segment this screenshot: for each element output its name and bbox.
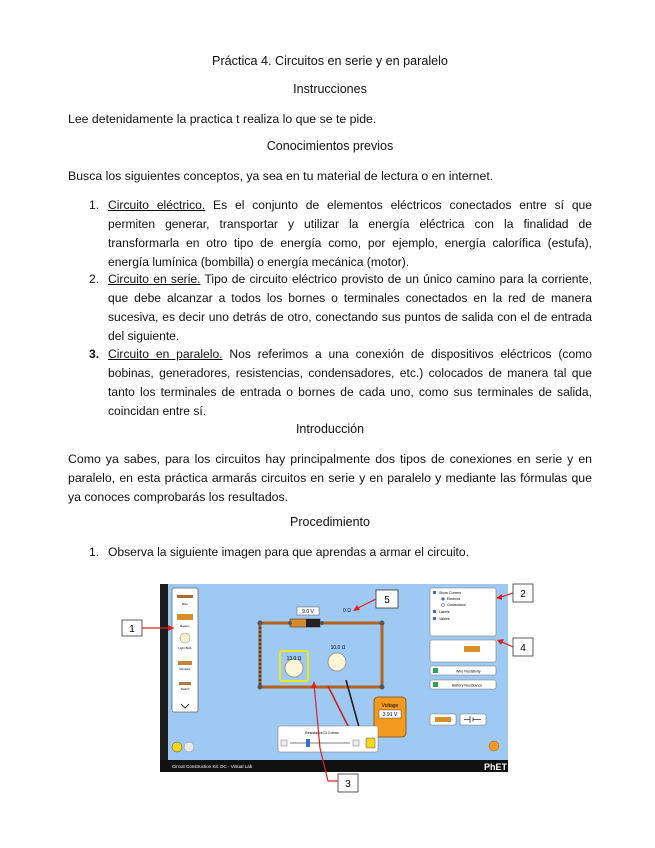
option-label: Electrons: [447, 597, 461, 601]
component-toolbox[interactable]: [172, 588, 198, 712]
voltmeter-reading: 3.91 V: [382, 712, 398, 718]
switch-icon[interactable]: [179, 682, 191, 685]
toolbox-label: Resistor: [179, 667, 191, 671]
junction-node[interactable]: [380, 621, 385, 626]
option-label: Show Current: [439, 591, 461, 595]
labels-checkbox[interactable]: [433, 610, 436, 613]
battery-type-icon[interactable]: [464, 646, 480, 652]
procedimiento-step: [89, 543, 592, 562]
toolbox-label: Light Bulb: [178, 646, 192, 650]
list-number: 3.: [89, 347, 100, 361]
expand-icon[interactable]: [433, 682, 438, 687]
toolbox-label: Switch: [180, 687, 190, 691]
wire-icon[interactable]: [177, 595, 193, 598]
wire-resistance-label: 0 Ω: [343, 608, 351, 614]
left-frame: [160, 584, 168, 772]
concept-item: [89, 345, 592, 421]
zoom-panel: [430, 640, 496, 662]
zoom-in-icon[interactable]: [172, 742, 182, 752]
slider-value: 13.0 ohms: [323, 731, 339, 735]
conocimientos-heading: Conocimientos previos: [266, 139, 394, 153]
values-checkbox[interactable]: [433, 617, 436, 620]
junction-node[interactable]: [258, 685, 263, 690]
light-bulb-component[interactable]: [328, 653, 346, 671]
concept-text: Tipo de circuito eléctrico provisto de un único camino para la corriente, que debe alcanzar a todos los bornes o terminales conectados en la red de manera sucesiva, es decir uno detrás de otro, conectando sus puntos de salida con el de entrada del siguiente.: [108, 272, 592, 343]
bulb-resistance-label: 13.0 Ω: [286, 656, 302, 662]
battery-view-icon: [435, 717, 451, 722]
conocimientos-text: Busca los siguientes conceptos, ya sea en tu material de lectura o en internet.: [68, 169, 494, 183]
option-label: Conventional: [447, 603, 466, 607]
concept-item: [89, 196, 593, 272]
reset-icon[interactable]: [489, 741, 499, 751]
show-current-checkbox[interactable]: [433, 591, 436, 594]
wire-resistivity-label: Wire Resistivity: [456, 669, 481, 674]
electrons-radio[interactable]: [441, 597, 444, 600]
increment-button[interactable]: [353, 740, 359, 746]
concept-text: Es el conjunto de elementos eléctricos conectados entre sí que permiten generar, transportar y utilizar la energía eléctrica con la finalidad de transformarla en otro tipo de energía como, por ejemplo, energía calorífica (estufa), energía lumínica (bombilla) o energía mecánica (motor).: [108, 198, 593, 269]
resistance-slider-panel: [278, 726, 378, 752]
junction-node[interactable]: [380, 685, 385, 690]
step-text: Observa la siguiente imagen para que aprendas a armar el circuito.: [108, 545, 469, 559]
junction-node[interactable]: [320, 621, 324, 625]
phet-logo: PhET: [484, 762, 508, 772]
zoom-out-icon[interactable]: [184, 742, 194, 752]
instrucciones-heading: Instrucciones: [293, 82, 367, 96]
decrement-button[interactable]: [281, 740, 287, 746]
delete-icon[interactable]: [366, 738, 375, 748]
junction-node[interactable]: [258, 621, 263, 626]
page-title: Práctica 4. Circuitos en serie y en paralelo: [212, 54, 448, 68]
concept-term: Circuito en serie.: [108, 272, 201, 286]
list-number: 1.: [89, 198, 100, 212]
concept-text: Nos referimos a una conexión de dispositivos eléctricos (como bobinas, generadores, resistencias, condensadores, etc.) colocados de manera tal que tanto los terminales de entrada o bornes de cada uno, como sus terminales de salida, coincidan entre sí.: [108, 347, 592, 418]
option-label: Labels: [439, 610, 450, 614]
instrucciones-text: Lee detenidamente la practica t realiza lo que se te pide.: [68, 112, 377, 126]
slider-title: Resistance: [305, 731, 323, 735]
battery-terminal: [306, 619, 320, 627]
callout-number: 1: [129, 624, 135, 635]
concept-term: Circuito eléctrico.: [108, 198, 206, 212]
resistor-icon[interactable]: [178, 661, 192, 665]
callout-number: 2: [520, 589, 526, 600]
toolbox-label: Wire: [181, 602, 189, 606]
list-number: 1.: [89, 545, 100, 559]
callout-number: 5: [384, 595, 390, 606]
battery-resistance-label: Battery Resistance: [452, 683, 483, 688]
introduccion-heading: Introducción: [295, 422, 365, 436]
footer-title: Circuit Construction Kit: DC - Virtual Lab: [172, 764, 253, 769]
junction-node[interactable]: [288, 621, 292, 625]
concept-item: [89, 270, 592, 346]
battery-label: 9.0 V: [302, 609, 314, 615]
battery-icon[interactable]: [177, 614, 193, 620]
phet-circuit-figure: [92, 568, 552, 800]
toolbox-label: Battery: [180, 624, 190, 628]
option-label: Values: [439, 617, 450, 621]
bulb-resistance-label: 10.0 Ω: [330, 645, 346, 651]
circuit-screenshot: [92, 568, 552, 800]
slider-thumb[interactable]: [306, 739, 310, 747]
expand-icon[interactable]: [433, 668, 438, 673]
callout-number: 4: [520, 643, 526, 654]
voltmeter-title: Voltage: [381, 703, 399, 709]
procedimiento-heading: Procedimiento: [290, 515, 370, 529]
list-number: 2.: [89, 272, 100, 286]
callout-number: 3: [345, 779, 351, 790]
concept-term: Circuito en paralelo.: [108, 347, 223, 361]
introduccion-text: Como ya sabes, para los circuitos hay principalmente dos tipos de conexiones en serie y en paralelo, en esta práctica armarás circuitos en serie y en paralelo y mediante las fórmulas que ya conoces comprobarás los resultados.: [68, 452, 592, 504]
light-bulb-icon[interactable]: [180, 633, 190, 643]
